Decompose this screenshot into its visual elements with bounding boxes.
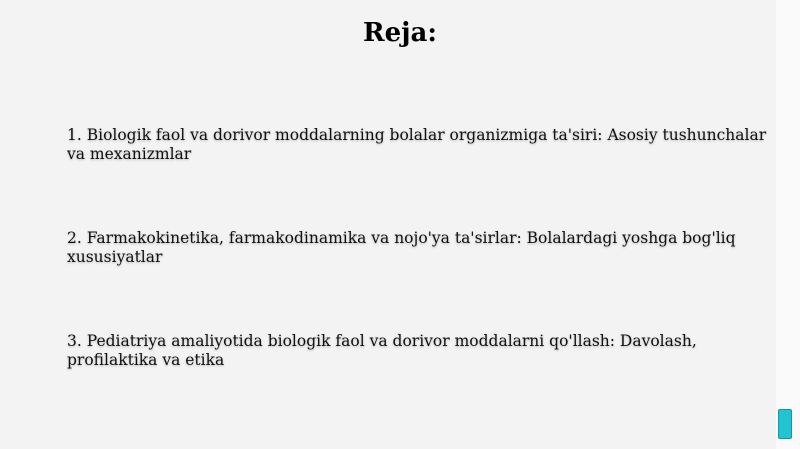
scroll-thumb[interactable] [778,409,792,439]
scroll-track[interactable] [776,0,800,449]
slide-title: Reja: [362,18,437,48]
plan-item-2: 2. Farmakokinetika, farmakodinamika va nojo'ya ta'sirlar: Bolalardagi yoshga bog'liq xususiyatlar [67,229,736,266]
plan-item-1: 1. Biologik faol va dorivor moddalarning bolalar organizmiga ta'siri: Asosiy tushunchalar va mexanizmlar [67,126,767,163]
plan-item-3: 3. Pediatriya amaliyotida biologik faol va dorivor moddalarni qo'llash: Davolash, profilaktika va etika [67,332,697,369]
